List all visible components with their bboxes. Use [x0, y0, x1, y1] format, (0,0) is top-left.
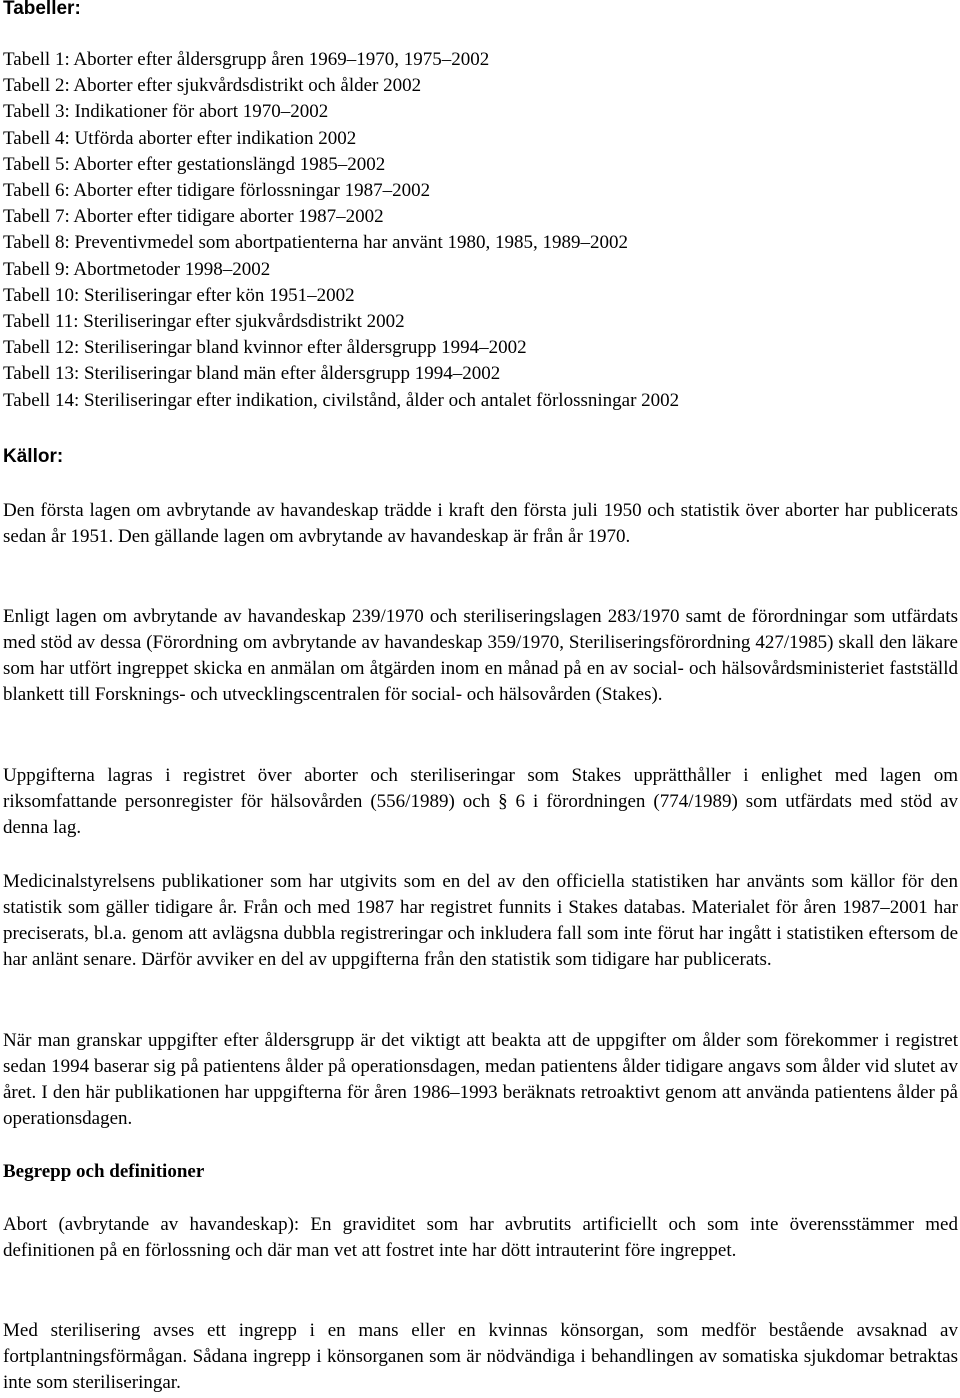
table-list-item: Tabell 2: Aborter efter sjukvårdsdistrikt och ålder 2002 — [3, 75, 422, 97]
table-list-item: Tabell 6: Aborter efter tidigare förlossningar 1987–2002 — [3, 180, 431, 202]
table-list-item: Tabell 3: Indikationer för abort 1970–2002 — [3, 101, 329, 123]
tables-heading: Tabeller: — [3, 0, 81, 19]
definitions-heading: Begrepp och definitioner — [3, 1161, 205, 1182]
table-list-item: Tabell 12: Steriliseringar bland kvinnor efter åldersgrupp 1994–2002 — [3, 337, 527, 359]
tables-list — [3, 47, 943, 414]
table-list-item: Tabell 9: Abortmetoder 1998–2002 — [3, 258, 271, 280]
sources-paragraph-2: Enligt lagen om avbrytande av havandeskap 239/1970 och steriliseringslagen 283/1970 samt de förordningar som utfärdats med stöd av dessa (Förordning om avbrytande av havandeskap 359/1970, Steriliseringsförordning 427/1985) skall den läkare som har utfört ingreppet skicka en anmälan om åtgärden inom en månad på en av social- och hälsovårdsministeriet fastställd blankett till Forsknings- och utvecklingscentralen för social- och hälsovården (Stakes). — [3, 606, 958, 705]
table-list-item: Tabell 4: Utförda aborter efter indikation 2002 — [3, 127, 357, 149]
table-list-item: Tabell 5: Aborter efter gestationslängd 1985–2002 — [3, 153, 386, 175]
table-list-item: Tabell 14: Steriliseringar efter indikation, civilstånd, ålder och antalet förlossningar 2002 — [3, 389, 680, 411]
sources-heading: Källor: — [3, 446, 64, 467]
definition-sterilisering: Med sterilisering avses ett ingrepp i en mans eller en kvinnas könsorgan, som medför bestående avsaknad av fortplantningsförmågan. Sådana ingrepp i könsorganen som är nödvändiga i behandlingen av somatiska sjukdomar betraktas inte som steriliseringar. — [3, 1320, 958, 1393]
table-list-item: Tabell 8: Preventivmedel som abortpatienterna har använt 1980, 1985, 1989–2002 — [3, 232, 628, 254]
sources-paragraph-4: Medicinalstyrelsens publikationer som har utgivits som en del av den officiella statistiken har använts som källor för den statistik som gäller tidigare år. Från och med 1987 har registret funnits i Stakes databas. Materialet för åren 1987–2001 har preciserats, bl.a. genom att avlägsna dubbla registreringar och inkludera fall som inte förut har ingått i statistiken eftersom de har anlänt senare. Därför avviker en del av uppgifterna från den statistik som tidigare har publicerats. — [3, 871, 958, 970]
table-list-item: Tabell 10: Steriliseringar efter kön 1951–2002 — [3, 284, 355, 306]
sources-paragraph-5: När man granskar uppgifter efter åldersgrupp är det viktigt att beakta att de uppgifter om ålder som förekommer i registret sedan 1994 baserar sig på patientens ålder på operationsdagen, medan patientens ålder tidigare angavs som ålder vid slutet av året. I den här publikationen har uppgifterna för åren 1986–1993 beräknats retroaktivt genom att använda patientens ålder på operationsdagen. — [3, 1030, 958, 1129]
sources-paragraph-3: Uppgifterna lagras i registret över aborter och steriliseringar som Stakes upprätthåller i enlighet med lagen om riksomfattande personregister för hälsovården (556/1989) och § 6 i förordningen (774/1989) som utfärdats med stöd av denna lag. — [3, 765, 958, 838]
table-list-item: Tabell 7: Aborter efter tidigare aborter 1987–2002 — [3, 206, 384, 228]
definition-abort: Abort (avbrytande av havandeskap): En graviditet som har avbrutits artificiellt och som inte överensstämmer med definitionen på en förlossning och där man vet att fostret inte har dött intrauterint före ingreppet. — [3, 1214, 958, 1261]
sources-paragraph-1: Den första lagen om avbrytande av havandeskap trädde i kraft den första juli 1950 och statistik över aborter har publicerats sedan år 1951. Den gällande lagen om avbrytande av havandeskap är från år 1970. — [3, 500, 958, 547]
table-list-item: Tabell 11: Steriliseringar efter sjukvårdsdistrikt 2002 — [3, 311, 405, 333]
table-list-item: Tabell 1: Aborter efter åldersgrupp åren 1969–1970, 1975–2002 — [3, 49, 490, 70]
table-list-item: Tabell 13: Steriliseringar bland män efter åldersgrupp 1994–2002 — [3, 363, 501, 385]
